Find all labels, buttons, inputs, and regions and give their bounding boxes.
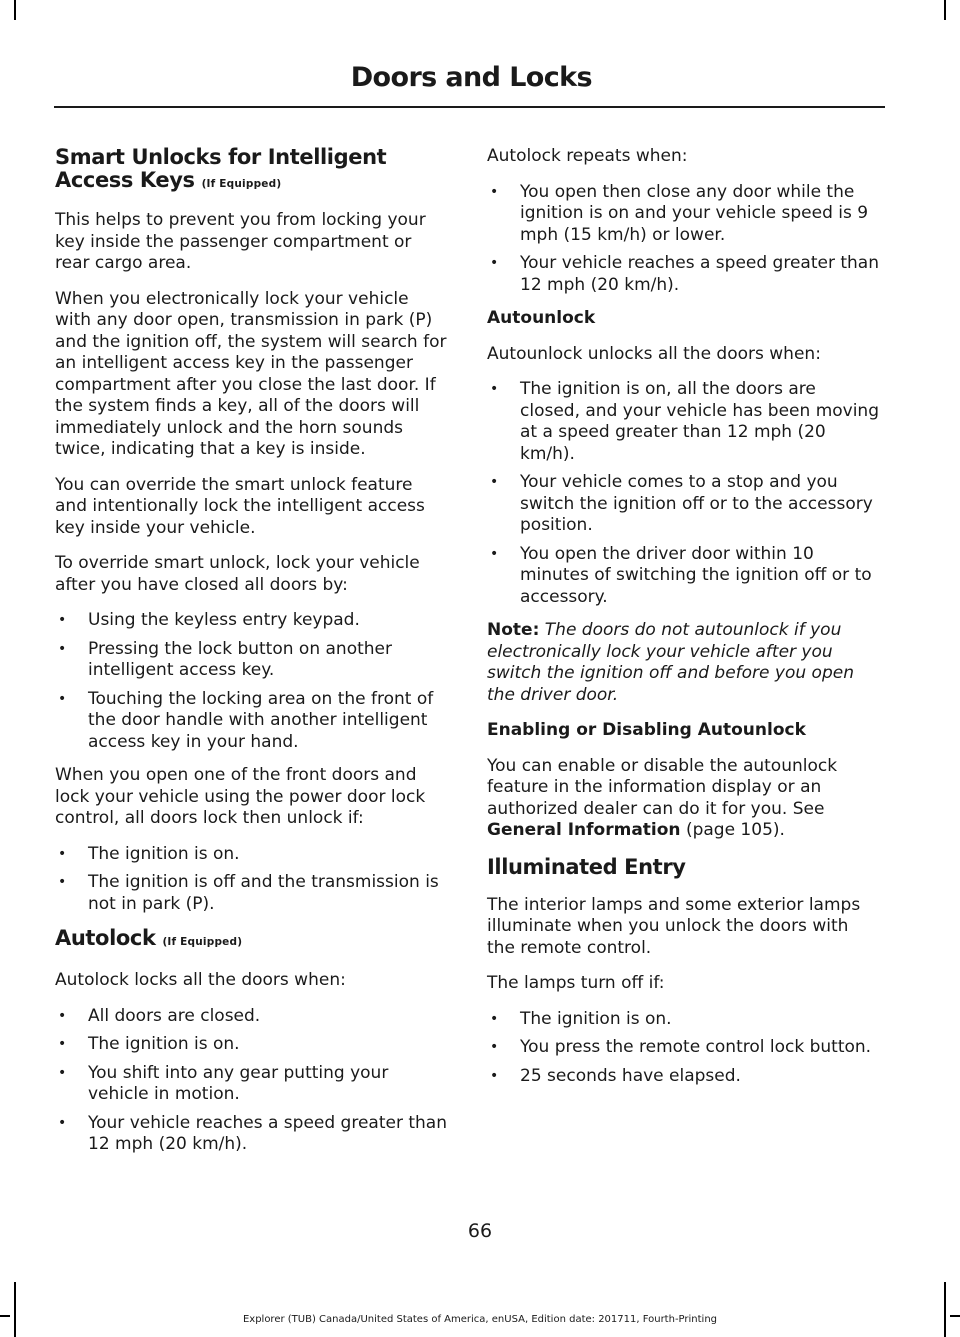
if-equipped-tag: (If Equipped) <box>201 178 282 190</box>
list-item: • You open the driver door within 10 minutes of switching the ignition off or to accessory. <box>487 544 879 609</box>
crop-mark-top-right <box>944 0 946 20</box>
list-item: • Using the keyless entry keypad. <box>55 610 447 632</box>
general-information-link[interactable]: General Information <box>487 820 681 840</box>
smart-unlocks-heading <box>55 146 447 196</box>
paragraph: When you electronically lock your vehicle with any door open, transmission in park (P) and the ignition off, the system will search for an intelligent access key in the passenger compartment after you close the last door. If the system finds a key, all of the doors will immediately unlock and the horn sounds twice, indicating that a key is inside. <box>55 288 447 459</box>
paragraph: You can override the smart unlock feature and intentionally lock the intelligent access key inside your vehicle. <box>55 474 425 538</box>
smart-unlocks-heading-text: Smart Unlocks for Intelligent Access Keys <box>55 145 387 192</box>
paragraph <box>487 756 879 842</box>
illuminated-entry-heading: Illuminated Entry <box>487 854 686 879</box>
repeat-list <box>487 182 879 297</box>
override-list <box>55 610 447 753</box>
lamps-off-list <box>487 1009 879 1088</box>
list-item: • The ignition is on, all the doors are closed, and your vehicle has been moving at a speed greater than 12 mph (20 km/h). <box>487 379 879 465</box>
paragraph: The lamps turn off if: <box>487 973 665 993</box>
list-item: • The ignition is on. <box>487 1009 879 1031</box>
autolock-heading-text: Autolock <box>55 926 156 950</box>
page-ref: (page 105). <box>685 820 785 840</box>
paragraph: Autounlock unlocks all the doors when: <box>487 343 821 364</box>
paragraph: The interior lamps and some exterior lamps illuminate when you unlock the doors with the remote control. <box>487 894 861 958</box>
note-label: Note: <box>487 620 540 640</box>
list-item: • Pressing the lock button on another intelligent access key. <box>55 639 447 682</box>
paragraph: Autolock repeats when: <box>487 146 688 166</box>
if-equipped-tag: (If Equipped) <box>162 936 243 948</box>
left-column <box>55 146 447 1168</box>
header-divider <box>54 106 885 108</box>
autolock-heading <box>55 927 447 954</box>
note-text: The doors do not autounlock if you electronically lock your vehicle after you switch the ignition off and before you open the driver door. <box>487 620 854 705</box>
note <box>487 620 879 706</box>
paragraph: To override smart unlock, lock your vehicle after you have closed all doors by: <box>55 553 420 595</box>
list-item: • Your vehicle reaches a speed greater than 12 mph (20 km/h). <box>55 1113 447 1156</box>
crop-mark-top-left <box>14 0 16 20</box>
paragraph: This helps to prevent you from locking your key inside the passenger compartment or rear cargo area. <box>55 210 426 273</box>
list-item: • You shift into any gear putting your vehicle in motion. <box>55 1063 447 1106</box>
enable-disable-heading: Enabling or Disabling Autounlock <box>487 720 806 740</box>
list-item: • The ignition is on. <box>55 1034 447 1056</box>
list-item: • You open then close any door while the ignition is on and your vehicle speed is 9 mph (15 km/h) or lower. <box>487 182 879 247</box>
page-title: Doors and Locks <box>350 62 592 93</box>
list-item: • All doors are closed. <box>55 1006 447 1028</box>
paragraph-text: You can enable or disable the autounlock feature in the information display or an authorized dealer can do it for you. See <box>487 755 838 819</box>
crop-mark-bottom-left <box>14 1282 16 1337</box>
paragraph: When you open one of the front doors and lock your vehicle using the power door lock control, all doors lock then unlock if: <box>55 765 426 828</box>
list-item: • You press the remote control lock button. <box>487 1037 879 1059</box>
footer-edition: Explorer (TUB) Canada/United States of America, enUSA, Edition date: 201711, Fourth-Printing <box>242 1314 718 1325</box>
paragraph: Autolock locks all the doors when: <box>55 970 346 990</box>
autounlock-list <box>487 379 879 608</box>
autounlock-heading: Autounlock <box>487 308 596 328</box>
autolock-list <box>55 1006 447 1156</box>
list-item: • Touching the locking area on the front of the door handle with another intelligent access key in your hand. <box>55 689 447 754</box>
list-item: • 25 seconds have elapsed. <box>487 1066 879 1088</box>
list-item: • The ignition is off and the transmission is not in park (P). <box>55 872 447 915</box>
crop-mark-bottom-right <box>944 1282 946 1337</box>
right-column <box>487 146 879 1099</box>
list-item: • Your vehicle comes to a stop and you switch the ignition off or to the accessory position. <box>487 472 879 537</box>
list-item: • The ignition is on. <box>55 844 447 866</box>
lock-unlock-list <box>55 844 447 916</box>
page-number: 66 <box>467 1220 493 1242</box>
list-item: • Your vehicle reaches a speed greater than 12 mph (20 km/h). <box>487 253 879 296</box>
